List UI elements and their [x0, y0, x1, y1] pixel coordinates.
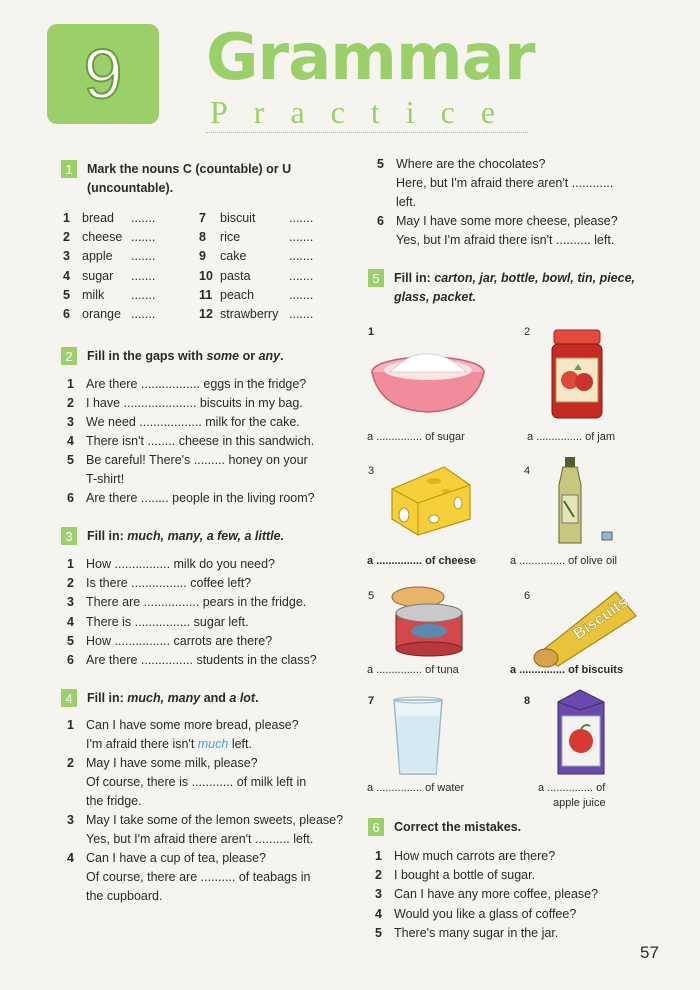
ex2-header — [61, 347, 357, 366]
ex1-dots: ....... — [289, 249, 314, 264]
tuna-tin-icon — [388, 583, 468, 657]
ex3-line — [67, 574, 251, 593]
item-word: biscuit — [220, 211, 256, 225]
line-text: There isn't ........ cheese in this sandwich. — [86, 434, 315, 448]
jam-jar-icon — [548, 328, 606, 420]
ex1-dots: ....... — [289, 230, 314, 245]
pic-number-7: 7 — [368, 695, 375, 707]
ex4-line-6: 6 May I have some more cheese, please? — [377, 214, 618, 228]
ex1-dots: ....... — [131, 287, 156, 302]
page-title: Grammar — [206, 21, 535, 95]
line-text: How much carrots are there? — [394, 849, 556, 863]
ex2-line — [67, 432, 314, 451]
item-number: 11 — [199, 287, 213, 302]
item-number: 1 — [63, 211, 70, 225]
title-underline — [206, 132, 528, 133]
line-number: 3 — [67, 595, 74, 610]
line-text: I bought a bottle of sugar. — [394, 868, 536, 883]
ex2-line — [67, 470, 124, 489]
ex1-number: 1 — [61, 160, 77, 178]
item-word: pasta — [220, 268, 251, 283]
ex4-line-4b: Of course, there are .......... of teabags in — [86, 870, 311, 884]
ex4-line-1: 1 Can I have some more bread, please? — [67, 718, 299, 732]
ex1-dots: ....... — [131, 307, 156, 321]
ex4-number: 4 — [61, 689, 77, 707]
label-cheese: a ............... of cheese — [367, 555, 476, 567]
item-word: sugar — [82, 268, 114, 283]
ex6-line — [375, 905, 576, 924]
ex4-line-5c: left. — [396, 195, 417, 209]
ex3-line — [67, 651, 317, 670]
ex1-header — [61, 160, 357, 198]
water-glass-icon — [392, 696, 444, 778]
ex1-item — [199, 286, 254, 305]
line-text: There's many sugar in the jar. — [394, 925, 559, 940]
ex4-line-4: 4 Can I have a cup of tea, please? — [67, 851, 266, 865]
line-text: Is there ................ coffee left? — [86, 576, 252, 591]
line-text: T-shirt! — [86, 472, 125, 486]
item-number: 10 — [199, 268, 213, 283]
ex4-line-2b: Of course, there is ............ of milk left in — [86, 775, 307, 789]
label-apple-juice: a ............... of — [538, 782, 606, 794]
ex2-line — [67, 413, 300, 432]
ex1-item — [63, 286, 104, 305]
ex3-line — [67, 593, 306, 612]
ex1-item — [63, 209, 114, 228]
line-text: Are there ............... students in the class? — [86, 653, 317, 667]
line-text: Can I have any more coffee, please? — [394, 887, 599, 902]
item-word: cake — [220, 249, 247, 264]
pic-number-5: 5 — [368, 590, 375, 602]
item-number: 3 — [63, 249, 70, 264]
line-number: 2 — [375, 868, 382, 883]
item-number: 7 — [199, 211, 206, 225]
pic-number-2: 2 — [524, 326, 531, 338]
ex1-dots: ....... — [289, 287, 314, 302]
ex4-line-4c: the cupboard. — [86, 889, 163, 903]
ex1-item — [199, 228, 240, 247]
ex2-line — [67, 451, 308, 470]
ex1-item — [63, 228, 122, 247]
item-number: 2 — [63, 230, 70, 245]
sugar-bowl-icon — [370, 350, 486, 420]
line-text: Be careful! There's ......... honey on your — [86, 453, 308, 467]
item-number: 9 — [199, 249, 206, 264]
ex2-number: 2 — [61, 347, 77, 365]
line-text: Are there ........ people in the living room? — [86, 491, 315, 505]
line-number: 4 — [375, 906, 382, 921]
line-number: 2 — [67, 576, 74, 591]
item-number: 6 — [63, 307, 70, 321]
label-olive-oil: a ............... of olive oil — [510, 555, 617, 567]
label-water: a ............... of water — [367, 782, 465, 794]
ex6-line — [375, 847, 555, 866]
line-number: 5 — [375, 925, 382, 940]
ex2-line — [67, 375, 306, 394]
ex4-line-6b: Yes, but I'm afraid there isn't .......... left. — [396, 233, 615, 247]
ex4-line-5: 5 Where are the chocolates? — [377, 157, 546, 171]
item-number: 5 — [63, 287, 70, 302]
ex5-number: 5 — [368, 269, 384, 287]
ex4-instruction: Fill in: much, many and a lot. — [87, 691, 259, 705]
item-number: 4 — [63, 268, 70, 283]
label-sugar: a ............... of sugar — [367, 431, 465, 443]
ex3-line — [67, 613, 249, 632]
item-word: bread — [82, 211, 114, 225]
ex6-number: 6 — [368, 818, 384, 836]
ex4-line-2: 2 May I have some milk, please? — [67, 756, 258, 770]
label-apple-juice-2: apple juice — [553, 797, 606, 809]
pic-number-3: 3 — [368, 465, 375, 477]
line-text: There is ................ sugar left. — [86, 614, 249, 629]
ex1-item — [63, 267, 113, 286]
line-number: 1 — [67, 377, 74, 391]
ex1-dots: ....... — [289, 268, 314, 283]
line-number: 4 — [67, 614, 74, 629]
item-word: peach — [220, 287, 255, 302]
ex1-item — [199, 267, 251, 286]
ex1-item — [199, 247, 246, 266]
item-number: 12 — [199, 307, 213, 321]
page-subtitle: Practice — [210, 94, 522, 130]
line-number: 3 — [67, 415, 74, 429]
line-text: We need .................. milk for the cake. — [86, 415, 300, 429]
label-jam: a ............... of jam — [527, 431, 616, 443]
line-number: 5 — [67, 453, 74, 467]
ex1-dots: ....... — [131, 268, 156, 283]
ex1-dots: ....... — [289, 211, 314, 225]
ex1-dots: ....... — [289, 307, 314, 321]
ex3-number: 3 — [61, 527, 77, 545]
item-word: milk — [82, 287, 105, 302]
pic-number-8: 8 — [524, 695, 531, 707]
unit-badge — [47, 24, 159, 124]
ex2-line — [67, 489, 315, 508]
line-text: Would you like a glass of coffee? — [394, 906, 577, 921]
ex3-line — [67, 555, 275, 574]
ex6-line — [375, 885, 598, 904]
example-answer: much — [197, 737, 229, 751]
line-number: 1 — [375, 849, 382, 863]
line-text: How ................ milk do you need? — [86, 557, 275, 571]
ex6-header — [368, 818, 664, 837]
line-number: 6 — [67, 491, 74, 505]
item-word: orange — [82, 307, 121, 321]
ex2-line — [67, 394, 303, 413]
page-number: 57 — [640, 943, 659, 962]
ex1-item — [199, 209, 255, 228]
ex2-instruction: Fill in the gaps with some or any. — [87, 349, 284, 363]
line-number: 6 — [67, 653, 74, 667]
line-number: 2 — [67, 396, 74, 410]
ex1-item — [63, 305, 121, 324]
line-text: Are there ................. eggs in the fridge? — [86, 377, 307, 391]
biscuits-packet-icon — [528, 588, 640, 668]
apple-juice-carton-icon — [552, 686, 610, 778]
ex4-header — [61, 689, 357, 708]
pic-number-6: 6 — [524, 590, 531, 602]
item-word: strawberry — [220, 307, 279, 321]
ex6-line — [375, 866, 535, 885]
ex4-line-3b: Yes, but I'm afraid there aren't .......... left. — [86, 832, 314, 846]
item-word: rice — [220, 230, 241, 245]
pic-number-1: 1 — [368, 326, 375, 338]
item-number: 8 — [199, 230, 206, 245]
ex3-instruction: Fill in: much, many, a few, a little. — [87, 529, 285, 543]
ex1-item — [199, 305, 278, 324]
ex6-line — [375, 924, 558, 943]
line-number: 5 — [67, 633, 74, 648]
ex4-line-5b: Here, but I'm afraid there aren't ............ — [396, 176, 614, 190]
item-word: apple — [82, 249, 113, 264]
line-number: 1 — [67, 557, 74, 571]
ex4-line-3: 3 May I take some of the lemon sweets, please? — [67, 813, 344, 827]
biscuits-packet-text: Biscuits — [570, 593, 632, 644]
line-text: I have ..................... biscuits in my bag. — [86, 396, 303, 410]
ex4-line-2c: the fridge. — [86, 794, 142, 808]
unit-number: 9 — [83, 35, 123, 113]
ex3-header — [61, 527, 357, 546]
item-word: cheese — [82, 230, 123, 245]
ex1-dots: ....... — [131, 249, 156, 264]
line-number: 3 — [375, 887, 382, 902]
cheese-icon — [388, 463, 474, 539]
ex6-instruction: Correct the mistakes. — [394, 820, 522, 834]
pic-number-4: 4 — [524, 465, 531, 477]
ex3-line — [67, 632, 272, 651]
ex5-header — [368, 269, 664, 307]
line-number: 4 — [67, 434, 74, 448]
label-biscuits: a ............... of biscuits — [510, 664, 624, 676]
olive-oil-bottle-icon — [554, 455, 616, 547]
label-tuna: a ............... of tuna — [367, 664, 459, 676]
ex1-dots: ....... — [131, 230, 156, 245]
line-text: How ................ carrots are there? — [86, 633, 273, 648]
ex1-dots: ....... — [131, 211, 156, 225]
ex4-line-1b: I'm afraid there isn't much left. — [86, 737, 252, 751]
line-text: There are ................ pears in the fridge. — [86, 595, 307, 610]
ex1-item — [63, 247, 113, 266]
ex5-instruction: Fill in: carton, jar, bottle, bowl, tin, piece, glass, packet. — [394, 271, 636, 304]
ex1-instruction: Mark the nouns C (countable) or U (uncountable). — [87, 162, 292, 195]
